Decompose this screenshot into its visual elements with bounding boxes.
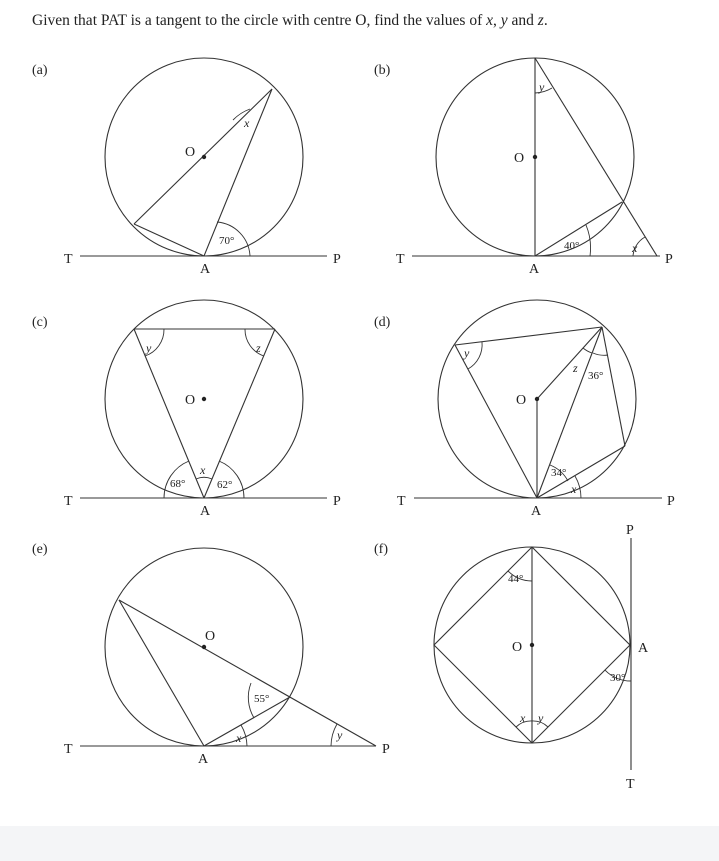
point-A-e: A <box>198 752 209 767</box>
angle-arc-z-d <box>583 348 592 353</box>
point-T-f: T <box>626 777 635 792</box>
and-word: and <box>507 12 538 29</box>
chord-f-bl <box>434 645 532 743</box>
point-T-e: T <box>64 742 73 757</box>
figure-a <box>32 58 341 277</box>
angle-y-b: y <box>539 80 545 94</box>
point-O-f: O <box>512 640 523 655</box>
angle-y-c: y <box>146 341 152 355</box>
figure-b <box>374 58 673 277</box>
question-prefix: Given that PAT is a tangent to the circle with centre O, find the values of <box>32 12 487 29</box>
period: . <box>543 12 548 29</box>
part-label-b: (b) <box>374 63 391 78</box>
var-y: y <box>500 12 508 29</box>
part-label-c: (c) <box>32 315 48 330</box>
point-O-a: O <box>185 145 196 160</box>
figure-e <box>32 542 390 767</box>
centre-dot-c <box>202 397 206 401</box>
angle-arc-x-c <box>196 477 212 479</box>
chord-f-br <box>532 645 630 743</box>
angle-68-c: 68° <box>170 478 186 490</box>
point-T-c: T <box>64 494 73 509</box>
chord-d-mid <box>537 327 602 498</box>
point-O-b: O <box>514 151 525 166</box>
centre-dot-e <box>202 645 206 649</box>
point-O-e: O <box>205 629 216 644</box>
point-O-c: O <box>185 393 196 408</box>
point-P-c: P <box>333 494 341 509</box>
radius-d2 <box>537 327 602 399</box>
chord-e-left <box>119 600 204 746</box>
angle-62-c: 62° <box>217 479 233 491</box>
point-P-b: P <box>665 252 673 267</box>
centre-dot-d <box>535 397 539 401</box>
point-P-e: P <box>382 742 390 757</box>
point-A-f: A <box>638 641 649 656</box>
sep: , <box>493 12 501 29</box>
point-A-b: A <box>529 262 540 277</box>
angle-55-e: 55° <box>254 693 270 705</box>
chord-d-left <box>455 345 537 498</box>
angle-70-a: 70° <box>219 235 235 247</box>
point-A-c: A <box>200 504 211 519</box>
var-z: z <box>537 12 544 29</box>
point-O-d: O <box>516 393 527 408</box>
point-P-a: P <box>333 252 341 267</box>
angle-z-d: z <box>573 361 578 375</box>
angle-y-f: y <box>538 711 544 725</box>
centre-dot-f <box>530 643 534 647</box>
angle-x-a: x <box>244 116 250 130</box>
angle-arc-z-c <box>245 329 264 356</box>
part-label-d: (d) <box>374 315 391 330</box>
secant-b <box>535 58 657 256</box>
angle-40-b: 40° <box>564 240 580 252</box>
chord-a2 <box>134 224 204 256</box>
footer-bar <box>0 826 719 861</box>
chord-e-right <box>204 697 290 746</box>
figure-d <box>374 300 675 519</box>
centre-dot-a <box>202 155 206 159</box>
part-label-f: (f) <box>374 542 388 557</box>
angle-36-d: 36° <box>588 370 604 382</box>
chord-d-top <box>455 327 602 345</box>
point-P-f: P <box>626 523 634 538</box>
angle-arc-36-d <box>593 353 608 355</box>
chord-d-right <box>602 327 625 446</box>
angle-34-d: 34° <box>551 467 567 479</box>
point-T-d: T <box>397 494 406 509</box>
angle-44-f: 44° <box>508 573 524 585</box>
angle-x-d: x <box>571 482 577 496</box>
figure-f <box>374 523 649 792</box>
angle-y-e: y <box>337 728 343 742</box>
angle-x-c: x <box>200 463 206 477</box>
point-T-a: T <box>64 252 73 267</box>
part-label-a: (a) <box>32 63 48 78</box>
chord-c-right <box>204 329 275 498</box>
angle-z-c: z <box>256 341 261 355</box>
point-A-a: A <box>200 262 211 277</box>
var-x: x <box>486 12 494 29</box>
angle-30-f: 30° <box>610 672 626 684</box>
chord-f-tl <box>434 547 532 645</box>
secant-e <box>119 600 376 746</box>
part-label-e: (e) <box>32 542 48 557</box>
centre-dot-b <box>533 155 537 159</box>
angle-x-b: x <box>632 241 638 255</box>
figure-c <box>32 300 341 519</box>
angle-x-f: x <box>520 711 526 725</box>
angle-arc-x-e <box>241 725 247 746</box>
angle-y-d: y <box>464 346 470 360</box>
point-A-d: A <box>531 504 542 519</box>
point-P-d: P <box>667 494 675 509</box>
angle-arc-y-d <box>468 342 482 369</box>
point-T-b: T <box>396 252 405 267</box>
chord-f-tr <box>532 547 630 645</box>
angle-x-e: x <box>236 731 242 745</box>
chord-c-left <box>134 329 204 498</box>
